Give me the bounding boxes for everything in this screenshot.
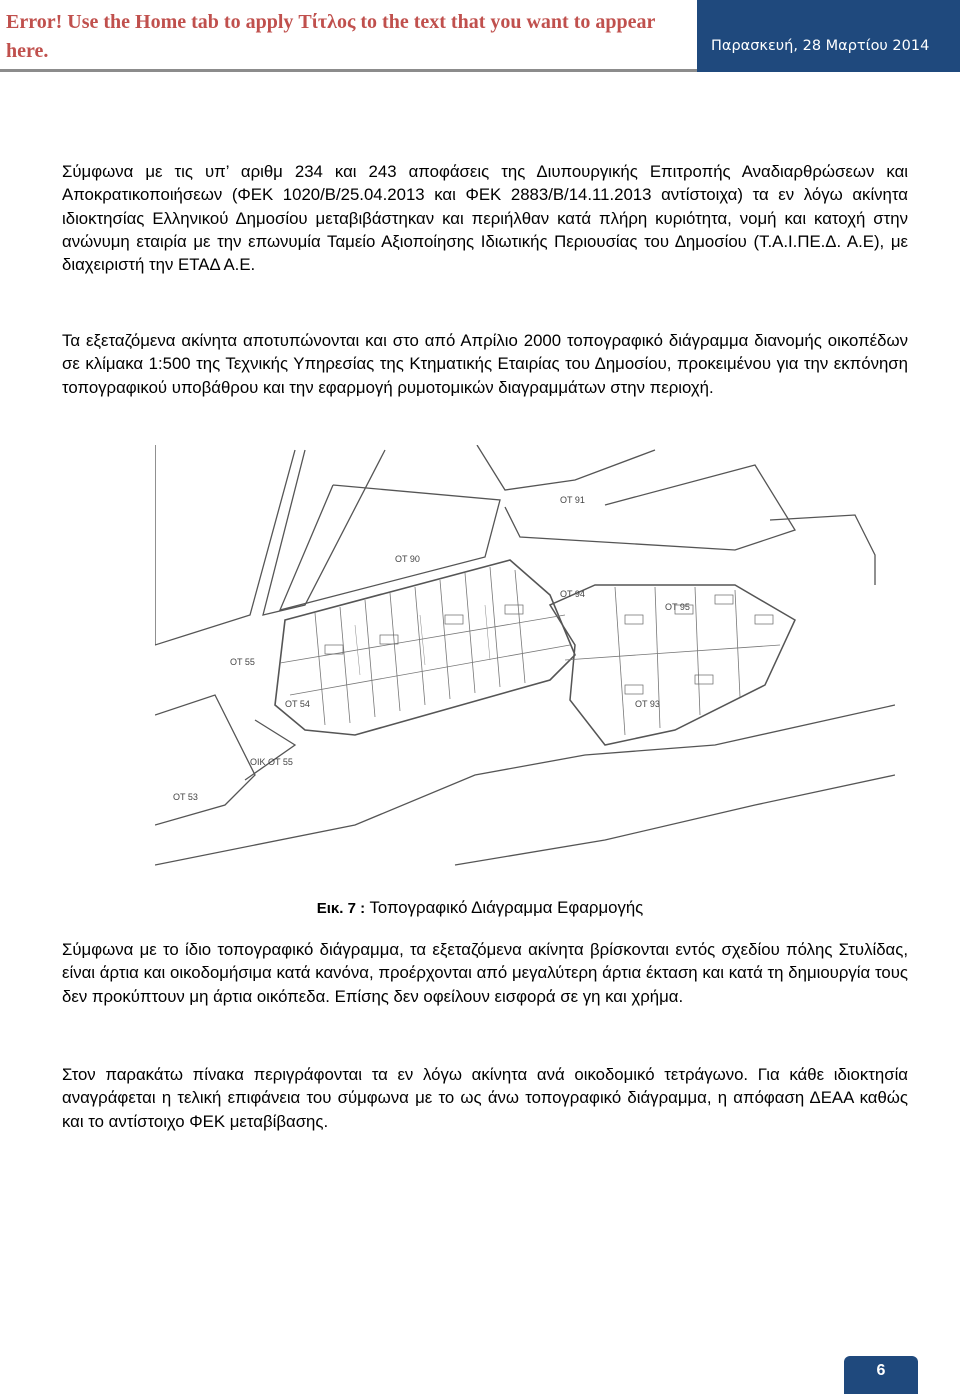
paragraph-ownership: Σύμφωνα με τις υπ’ αριθμ 234 και 243 αποφάσεις της Διυπουργικής Επιτροπής Αναδιαρθρώσεων και Αποκρατικοποιήσεων (ΦΕΚ 1020/Β/25.04.2013 και ΦΕΚ 2883/Β/14.11.2013 αντίστοιχα) τα εν λόγω ακίνητα ιδιοκτησίας Ελληνικού Δημοσίου μεταβιβάστηκαν και περιήλθαν κατά πλήρη κυριότητα, νομή και κατοχή στην ανώνυμη εταιρία με την επωνυμία Ταμείο Αξιοποίησης Ιδιωτικής Περιουσίας του Δημοσίου (Τ.Α.Ι.ΠΕ.Δ. Α.Ε), με διαχειριστή την ΕΤΑΔ Α.Ε. <box>62 162 908 275</box>
map-label: ΟΤ 95 <box>665 602 690 612</box>
map-label: ΟΤ 94 <box>560 589 585 599</box>
figure-caption <box>0 898 960 918</box>
page-header <box>0 0 960 72</box>
paragraph-topographic: Τα εξεταζόμενα ακίνητα αποτυπώνονται και στο από Απρίλιο 2000 τοπογραφικό διάγραμμα διανομής οικοπέδων σε κλίμακα 1:500 της Τεχνικής Υπηρεσίας της Κτηματικής Εταιρίας του Δημοσίου, προκειμένου για την εκπόνηση τοπογραφικού υποβάθρου και την εφαρμογή ρυμοτομικών διαγραμμάτων στην περιοχή. <box>62 331 908 397</box>
map-label: ΟΤ 54 <box>285 699 310 709</box>
header-date: Παρασκευή, 28 Μαρτίου 2014 <box>697 0 960 72</box>
page-number-badge <box>844 1356 918 1394</box>
page-number: 6 <box>876 1362 886 1379</box>
header-title: Error! Use the Home tab to apply Τίτλος to the text that you want to appear here. <box>0 0 697 72</box>
map-label: ΟΤ 93 <box>635 699 660 709</box>
map-label: ΟΤ 53 <box>173 792 198 802</box>
figure-caption-text: Τοπογραφικό Διάγραμμα Εφαρμογής <box>369 898 644 917</box>
topographic-map <box>155 445 895 877</box>
map-label: ΟΤ 55 <box>230 657 255 667</box>
map-label: ΟΙΚ ΟΤ 55 <box>250 757 293 767</box>
paragraph-table-intro: Στον παρακάτω πίνακα περιγράφονται τα εν λόγω ακίνητα ανά οικοδομικό τετράγωνο. Για κάθε ιδιοκτησία αναγράφεται η τελική επιφάνεια του σύμφωνα με το ως άνω τοπογραφικό διάγραμμα, η απόφαση ΔΕΑΑ καθώς και το αντίστοιχο ΦΕΚ μεταβίβασης. <box>62 1065 908 1131</box>
map-label: ΟΤ 90 <box>395 554 420 564</box>
figure-label: Εικ. 7 : <box>316 900 366 917</box>
paragraph-zoning: Σύμφωνα με το ίδιο τοπογραφικό διάγραμμα, τα εξεταζόμενα ακίνητα βρίσκονται εντός σχεδίου πόλης Στυλίδας, είναι άρτια και οικοδομήσιμα κατά κανόνα, προέρχονται από μεγαλύτερη άρτια έκταση και κατά τη δημιουργία τους δεν προκύπτουν μη άρτια οικόπεδα. Επίσης δεν οφείλουν εισφορά σε γη και χρήμα. <box>62 940 908 1006</box>
map-label: ΟΤ 91 <box>560 495 585 505</box>
